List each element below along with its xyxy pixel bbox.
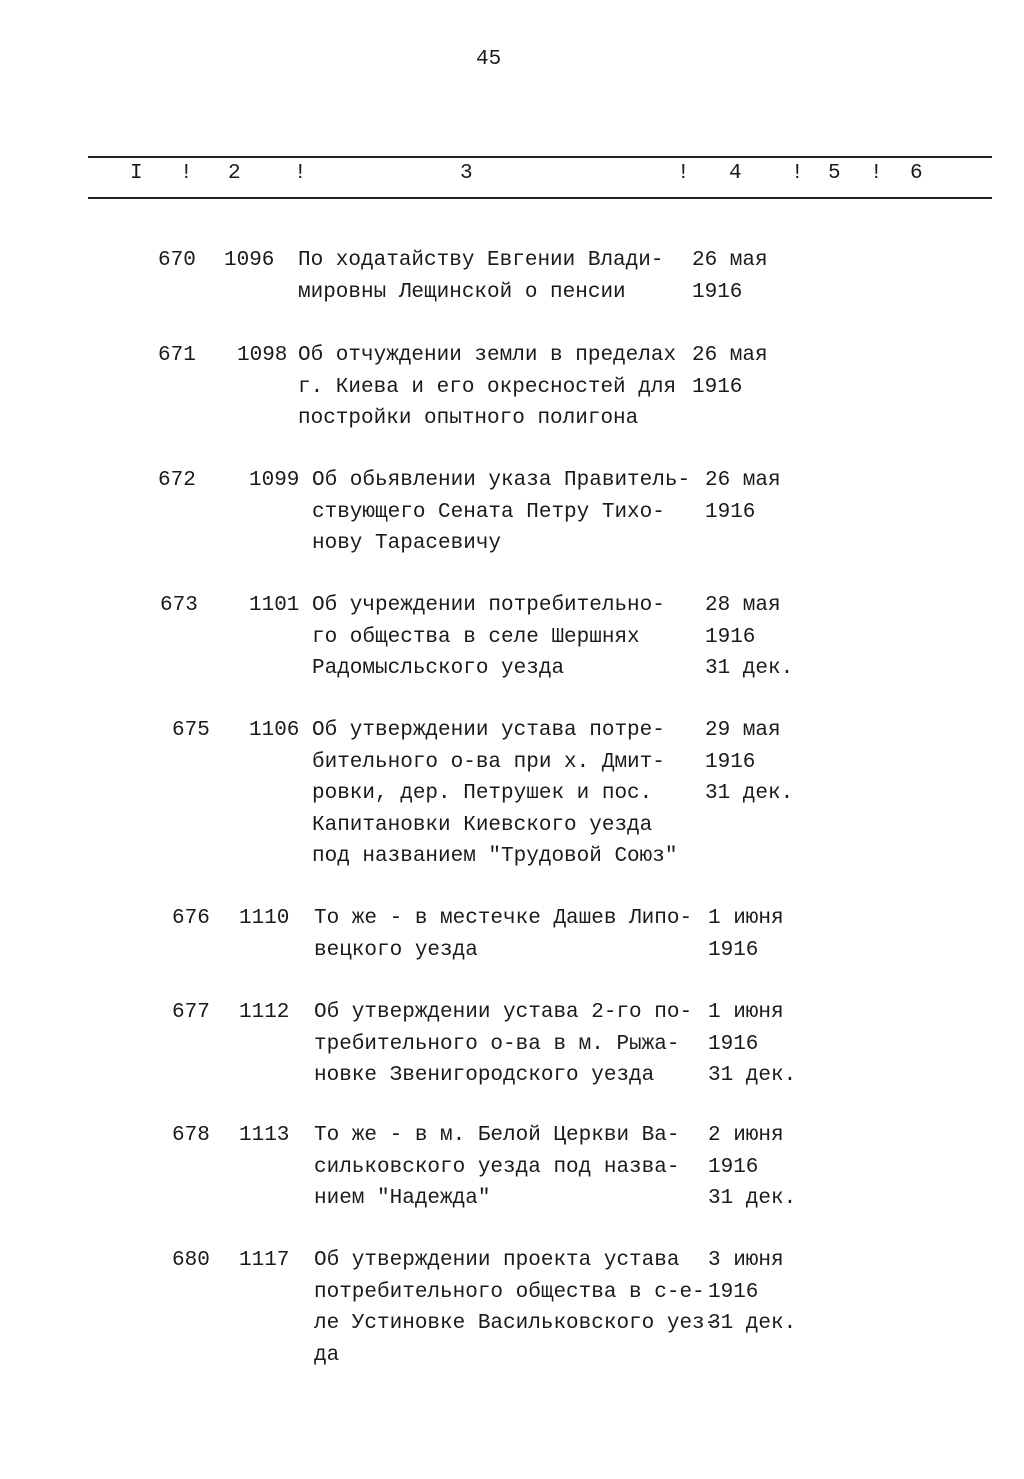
entry-description-line: нием "Надежда" — [314, 1187, 491, 1210]
entry-code-line: 1098 — [237, 344, 288, 367]
entry-number — [160, 590, 198, 622]
entry-number-line: 672 — [158, 469, 196, 492]
entry-date — [705, 465, 781, 528]
entry-date-line: 1916 — [705, 750, 756, 774]
entry-number-line: 676 — [172, 907, 210, 930]
entry-description-line: требительного о-ва в м. Рыжа- — [314, 1032, 680, 1056]
entry-description-line: вецкого уезда — [314, 938, 478, 962]
entry-description-line: постройки опытного полигона — [298, 407, 639, 430]
entry-description-line: Об утверждении устава 2-го по- — [314, 1001, 693, 1024]
column-header-label: I — [130, 162, 143, 185]
entry-code-line: 1113 — [239, 1124, 290, 1147]
entry-date-line: 1 июня — [708, 907, 784, 930]
entry-date — [708, 1245, 796, 1340]
entry-date — [705, 590, 793, 685]
column-header-label: 2 — [228, 162, 241, 185]
column-separator: ! — [791, 162, 804, 185]
entry-description — [314, 1120, 679, 1215]
entry-date-line: 1916 — [708, 1032, 759, 1056]
entry-description — [312, 590, 665, 685]
entry-number — [158, 245, 196, 277]
header-bottom-rule — [88, 197, 992, 199]
entry-code — [239, 997, 289, 1029]
entry-number-line: 671 — [158, 344, 196, 367]
entry-code-line: 1101 — [249, 594, 300, 617]
entry-description-line: г. Киева и его окресностей для — [298, 375, 677, 399]
entry-description-line: под названием "Трудовой Союз" — [312, 845, 678, 868]
entry-description — [298, 340, 676, 435]
entry-number — [172, 1120, 210, 1152]
entry-number-line: 673 — [160, 594, 198, 617]
entry-date — [705, 715, 793, 810]
column-header-label: 3 — [460, 162, 473, 185]
entry-code — [249, 465, 299, 497]
entry-description-line: новке Звенигородского уезда — [314, 1064, 655, 1087]
entry-date-line: 1 июня — [708, 1001, 784, 1024]
header-top-rule — [88, 156, 992, 158]
entry-code — [239, 903, 289, 935]
entry-description — [314, 997, 692, 1092]
entry-description-line: потребительного общества в с-е- — [314, 1280, 705, 1304]
entry-description-line: мировны Лещинской о пенсии — [298, 280, 626, 304]
entry-date-line: 31 дек. — [708, 1064, 797, 1087]
entry-date-line: 1916 — [692, 375, 743, 399]
entry-number-line: 677 — [172, 1001, 210, 1024]
entry-description-line: Капитановки Киевского уезда — [312, 813, 653, 837]
entry-description — [314, 1245, 717, 1371]
entry-description-line: го общества в селе Шершнях — [312, 625, 640, 649]
entry-date-line: 3 июня — [708, 1249, 784, 1272]
entry-number — [172, 1245, 210, 1277]
entry-description-line: Об отчуждении земли в пределах — [298, 344, 677, 367]
entry-description-line: ровки, дер. Петрушек и пос. — [312, 782, 653, 805]
entry-description-line: нову Тарасевичу — [312, 532, 502, 555]
column-separator: ! — [180, 162, 193, 185]
column-header-label: 5 — [828, 162, 841, 185]
entry-description-line: По ходатайству Евгении Влади- — [298, 249, 664, 272]
entry-date-line: 31 дек. — [705, 782, 794, 805]
entry-description-line: Об учреждении потребительно- — [312, 594, 665, 617]
entry-code — [249, 590, 299, 622]
entry-number — [158, 465, 196, 497]
entry-date-line: 31 дек. — [708, 1312, 797, 1335]
entry-number — [172, 997, 210, 1029]
entry-date-line: 31 дек. — [708, 1187, 797, 1210]
entry-date-line: 1916 — [708, 1280, 759, 1304]
entry-description-line: да — [314, 1343, 340, 1367]
entry-code-line: 1106 — [249, 719, 300, 742]
entry-number-line: 680 — [172, 1249, 210, 1272]
entry-description-line: То же - в м. Белой Церкви Ва- — [314, 1124, 680, 1147]
entry-description-line: ствующего Сената Петру Тихо- — [312, 500, 665, 524]
entry-description-line: сильковского уезда под назва- — [314, 1155, 680, 1179]
entry-date-line: 1916 — [692, 280, 743, 304]
entry-date — [692, 340, 768, 403]
column-separator: ! — [677, 162, 690, 185]
entry-code — [224, 245, 274, 277]
entry-description-line: Радомысльского уезда — [312, 657, 565, 680]
entry-code — [249, 715, 299, 747]
entry-code — [237, 340, 287, 372]
page-number: 45 — [476, 48, 502, 71]
entry-number-line: 675 — [172, 719, 210, 742]
entry-description-line: Об обьявлении указа Правитель- — [312, 469, 691, 492]
entry-description-line: Об утверждении устава потре- — [312, 719, 665, 742]
entry-description — [312, 715, 677, 873]
entry-date — [692, 245, 768, 308]
entry-code-line: 1096 — [224, 249, 275, 272]
entry-date-line: 26 мая — [705, 469, 781, 492]
entry-date-line: 26 мая — [692, 249, 768, 272]
entry-date-line: 1916 — [708, 1155, 759, 1179]
entry-date — [708, 997, 796, 1092]
entry-date-line: 1916 — [705, 625, 756, 649]
entry-date-line: 26 мая — [692, 344, 768, 367]
entry-number — [158, 340, 196, 372]
entry-number-line: 678 — [172, 1124, 210, 1147]
entry-number-line: 670 — [158, 249, 196, 272]
entry-description-line: То же - в местечке Дашев Липо- — [314, 907, 693, 930]
entry-description — [312, 465, 690, 560]
entry-code-line: 1099 — [249, 469, 300, 492]
column-header-label: 6 — [910, 162, 923, 185]
entry-description-line: бительного о-ва при х. Дмит- — [312, 750, 665, 774]
entry-date-line: 28 мая — [705, 594, 781, 617]
entry-code-line: 1117 — [239, 1249, 290, 1272]
entry-number — [172, 715, 210, 747]
entry-code-line: 1110 — [239, 907, 290, 930]
entry-date — [708, 1120, 796, 1215]
entry-description-line: ле Устиновке Васильковского уез- — [314, 1312, 718, 1335]
entry-code — [239, 1120, 289, 1152]
entry-description — [314, 903, 692, 966]
entry-date — [708, 903, 784, 966]
entry-description-line: Об утверждении проекта устава — [314, 1249, 680, 1272]
entry-date-line: 29 мая — [705, 719, 781, 742]
entry-date-line: 1916 — [705, 500, 756, 524]
entry-description — [298, 245, 663, 308]
column-header-label: 4 — [729, 162, 742, 185]
column-separator: ! — [870, 162, 883, 185]
entry-code — [239, 1245, 289, 1277]
entry-date-line: 1916 — [708, 938, 759, 962]
entry-number — [172, 903, 210, 935]
entry-date-line: 2 июня — [708, 1124, 784, 1147]
entry-code-line: 1112 — [239, 1001, 290, 1024]
column-separator: ! — [294, 162, 307, 185]
entry-date-line: 31 дек. — [705, 657, 794, 680]
